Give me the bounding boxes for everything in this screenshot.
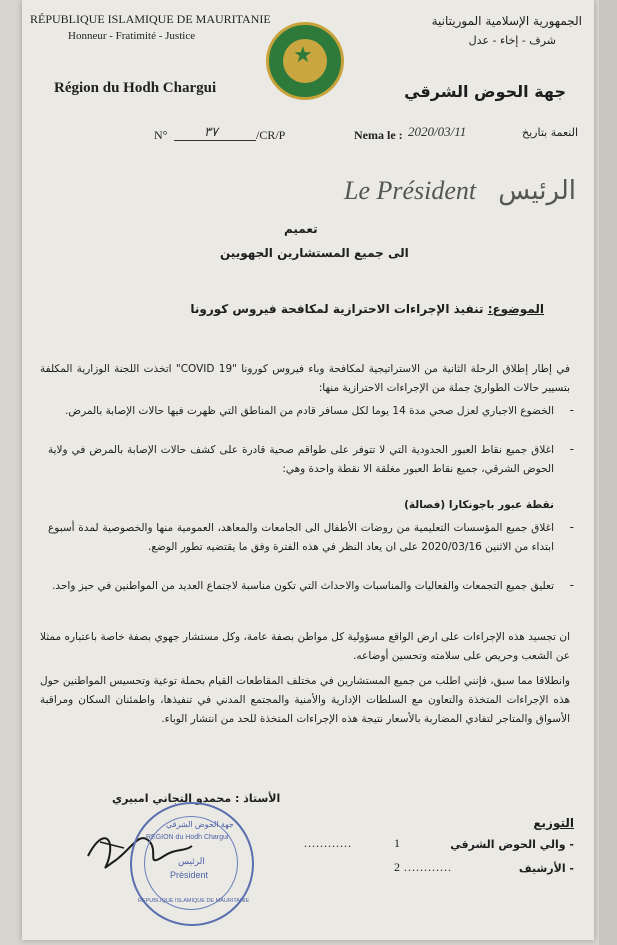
title-ar: الرئيس [498, 176, 576, 206]
list-item-4: تعليق جميع التجمعات والفعاليات والمناسبات والاحداث التي تكون مناسبة لاجتماع العديد من المواطنين في حيز واحد. [52, 580, 554, 592]
header-ar-region: جهة الحوض الشرقي [404, 82, 566, 101]
background-strip [599, 0, 617, 945]
stamp-ar-center: الرئيس [178, 856, 205, 866]
list-dash-3: - [569, 520, 574, 534]
paragraph-responsibility: ان تجسيد هذه الإجراءات على ارض الواقع مسؤولية كل مواطن بصفة عامة، وكل مستشار جهوي بصفة خاصة باعتباره ممثلا عن الشعب وحريص على سلامته وتحسين أوضاعه. [40, 631, 570, 662]
header-fr-motto: Honneur - Fratimité - Justice [68, 30, 196, 42]
stamp-ar-top: جهة الحوض الشرقي [166, 820, 234, 829]
signatory-name: الأستاذ : محمدو التجاني امبيري [112, 792, 281, 805]
distribution-item-1-number: 1 [394, 836, 400, 850]
national-emblem-icon: ★ [266, 22, 344, 100]
official-stamp-icon [130, 802, 254, 926]
subject-label: الموضوع: [487, 302, 544, 316]
reference-no-rule [174, 140, 256, 141]
distribution-item-2-number: 2 [394, 860, 400, 874]
list-dash-2: - [569, 442, 574, 456]
header-fr-republic: RÉPUBLIQUE ISLAMIQUE DE MAURITANIE [30, 12, 271, 26]
distribution-item-1: - والي الحوض الشرقي [450, 838, 574, 851]
crossing-point: نقطة عبور باجونكارا (فصالة) [404, 499, 554, 511]
header-fr-region: Région du Hodh Chargui [54, 80, 217, 96]
reference-place-label: Nema le : [354, 128, 403, 142]
reference-no-suffix: /CR/P [256, 128, 286, 142]
paragraph-request: وانطلاقا مما سبق، فإنني اطلب من جميع المستشارين في مختلف المقاطعات القيام بحملة توعية وتحسيس المواطنين حول هذه الإجراءات المتخذة والتعاون مع السلطات الإدارية والأمنية والمجتمع المدني في تنفيذها، واطمئنان السكان ومراقبة الأسواق والمتاجر لتفادي المضاربة بالأسعار نتيجة هذه الإجراءات المتخذة للحد من انتشار الوباء. [40, 675, 570, 725]
list-dash-1: - [569, 403, 574, 417]
title-fr: Le Président [344, 176, 477, 205]
reference-date-value: 2020/03/11 [408, 124, 467, 139]
stamp-fr-center: Président [170, 870, 209, 880]
reference-no-label: N° [154, 128, 168, 142]
circular-type: تعميم [284, 222, 318, 236]
list-item-2: اغلاق جميع نقاط العبور الحدودية التي لا تتوفر على طواقم صحية قادرة على كشف حالات الإصابة بالمرض في ولاية الحوض الشرقي، جميع نقاط العبور مغلقة الا نقطة واحدة وهي: [48, 444, 554, 475]
reference-no-value: ٣٧ [204, 124, 218, 139]
list-dash-4: - [569, 578, 574, 592]
list-item-1: الخضوع الاجباري لعزل صحي مدة 14 يوما لكل مسافر قادم من المناطق التي ظهرت فيها حالات الإصابة بالمرض. [65, 405, 554, 417]
intro-paragraph: في إطار إطلاق الرحلة الثانية من الاستراتيجية لمكافحة وباء فيروس كورونا "COVID 19" اتخذت اللجنة الوزارية المكلفة بتسيير حالات الطوارئ جملة من الإجراءات الاحترازية منها: [40, 363, 571, 394]
distribution-item-1-dots: ............ [304, 836, 352, 850]
distribution-item-2: - الأرشيف [518, 862, 574, 875]
distribution-title: التوزيع [533, 816, 574, 830]
subject-line [190, 302, 544, 316]
distribution-item-2-label: الأرشيف [518, 862, 566, 875]
document-page [22, 0, 594, 940]
circular-addressee: الى جميع المستشارين الجهويين [220, 246, 409, 260]
stamp-fr-top: REGION du Hodh Chargui [146, 834, 229, 841]
list-item-3: اغلاق جميع المؤسسات التعليمية من روضات الأطفال الى الجامعات والمعاهد، العمومية منها والخصوصية لمدة أسبوع ابتداء من الاثنين 2020/03/16 على ان يعاد النظر في هذه الفترة وفق ما يقتضيه تطور الوضع. [48, 522, 554, 553]
reference-ar-date-label: النعمة بتاريخ [522, 126, 578, 139]
distribution-item-2-dots: ............ [404, 860, 452, 874]
subject-text: تنفيذ الإجراءات الاحترازية لمكافحة فيروس كورونا [190, 302, 484, 316]
header-ar-republic: الجمهورية الإسلامية الموريتانية [431, 14, 582, 28]
distribution-item-1-label: والي الحوض الشرقي [450, 838, 566, 851]
stamp-fr-bottom: REPUBLIQUE ISLAMIQUE DE MAURITANIE [138, 898, 250, 904]
header-ar-motto: شرف - إخاء - عدل [468, 34, 556, 47]
